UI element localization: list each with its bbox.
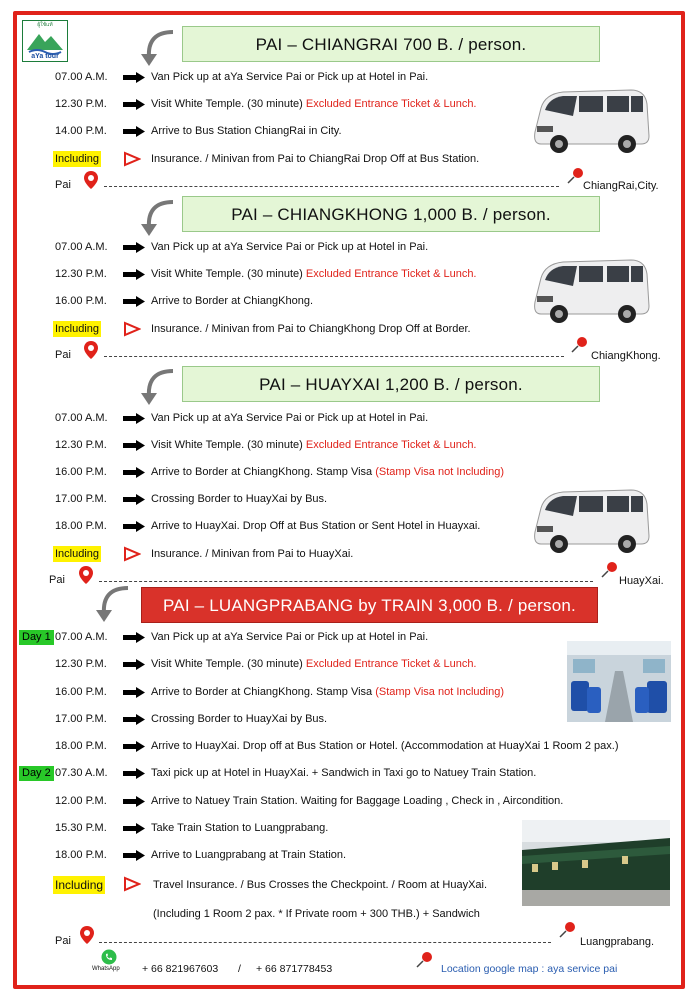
activity: Van Pick up at aYa Service Pai or Pick up at Hotel in Pai. (151, 631, 429, 643)
section2-header: PAI – CHIANGKHONG 1,000 B. / person. (182, 196, 600, 232)
minivan-image (527, 252, 651, 328)
route-from: Pai (55, 179, 71, 191)
logo-top-text: ผู้ใช้แท้ (37, 22, 53, 28)
activity: Arrive to Border at ChiangKhong. Stamp Visa (151, 686, 376, 698)
arrow-right-icon (123, 440, 145, 451)
arrow-right-icon (123, 823, 145, 834)
arrow-right-icon (123, 521, 145, 532)
excluded-note: Excluded Entrance Ticket & Lunch. (305, 98, 477, 110)
train-interior-photo (567, 641, 671, 722)
arrow-right-icon (123, 714, 145, 725)
time: 18.00 P.M. (55, 520, 107, 532)
activity: Visit White Temple. (30 minute) (151, 268, 306, 280)
day-badge: Day 2 (19, 766, 54, 781)
route-to: Luangprabang. (580, 936, 655, 948)
arrow-right-icon (123, 796, 145, 807)
route-line (104, 186, 559, 187)
time: 16.00 P.M. (55, 686, 107, 698)
time: 18.00 P.M. (55, 740, 107, 752)
activity: Arrive to Luangprabang at Train Station. (151, 849, 347, 861)
arrow-right-icon (123, 659, 145, 670)
including-label: Including (55, 153, 100, 165)
section3-header: PAI – HUAYXAI 1,200 B. / person. (182, 366, 600, 402)
minivan-image (527, 82, 651, 158)
excluded-note: Excluded Entrance Ticket & Lunch. (305, 268, 477, 280)
push-pin-icon (558, 921, 576, 939)
excluded-note: (Stamp Visa not Including) (375, 686, 505, 698)
route-from: Pai (55, 935, 71, 947)
arrow-right-icon (123, 687, 145, 698)
time: 12.30 P.M. (55, 98, 107, 110)
curved-arrow-icon (137, 28, 177, 68)
time: 12.30 P.M. (55, 439, 107, 451)
map-pin-icon (84, 171, 98, 189)
phone-1[interactable]: + 66 821967603 (142, 963, 219, 975)
arrow-right-icon (123, 72, 145, 83)
time: 07.00 A.M. (55, 241, 108, 253)
map-pin-icon (84, 341, 98, 359)
arrow-right-icon (123, 269, 145, 280)
push-pin-icon (570, 336, 588, 354)
route-to: ChiangRai,City. (583, 180, 659, 192)
time: 07.30 A.M. (55, 767, 108, 779)
route-from: Pai (55, 349, 71, 361)
arrow-right-icon (123, 413, 145, 424)
arrow-right-icon (123, 99, 145, 110)
including-label: Including (55, 548, 100, 560)
aya-tour-logo (22, 20, 68, 62)
arrow-right-icon (123, 741, 145, 752)
whatsapp-label: WhatsApp (92, 966, 120, 972)
curved-arrow-icon (137, 367, 177, 407)
arrow-right-icon (123, 768, 145, 779)
google-map-link[interactable]: Location google map : aya service pai (441, 963, 618, 975)
activity: Visit White Temple. (30 minute) (151, 98, 306, 110)
excluded-note: Excluded Entrance Ticket & Lunch. (305, 439, 477, 451)
mountain-icon (23, 26, 67, 56)
arrow-right-icon (123, 632, 145, 643)
time: 17.00 P.M. (55, 713, 107, 725)
including-text: Insurance. / Minivan from Pai to ChiangRai Drop Off at Bus Station. (151, 153, 480, 165)
activity: Visit White Temple. (30 minute) (151, 439, 306, 451)
arrow-right-icon (123, 242, 145, 253)
including-label: Including (55, 323, 100, 335)
time: 17.00 P.M. (55, 493, 107, 505)
arrow-right-icon (123, 850, 145, 861)
excluded-note: (Stamp Visa not Including) (375, 466, 505, 478)
time: 15.30 P.M. (55, 822, 107, 834)
minivan-image (527, 482, 651, 558)
push-pin-icon (415, 951, 433, 969)
section4-header: PAI – LUANGPRABANG by TRAIN 3,000 B. / person. (141, 587, 598, 623)
activity: Visit White Temple. (30 minute) (151, 658, 306, 670)
train-station-photo (522, 820, 670, 906)
time: 07.00 A.M. (55, 71, 108, 83)
activity: Van Pick up at aYa Service Pai or Pick up at Hotel in Pai. (151, 71, 429, 83)
phone-2[interactable]: + 66 871778453 (256, 963, 333, 975)
logo-name: aYa tour (31, 53, 59, 60)
time: 16.00 P.M. (55, 466, 107, 478)
curved-arrow-icon (92, 584, 132, 624)
including-text: Travel Insurance. / Bus Crosses the Checkpoint. / Room at HuayXai. (153, 879, 488, 891)
including-text: Insurance. / Minivan from Pai to ChiangKhong Drop Off at Border. (151, 323, 471, 335)
push-pin-icon (566, 167, 584, 185)
arrow-right-icon (123, 467, 145, 478)
route-line (99, 942, 551, 943)
arrow-right-icon (123, 126, 145, 137)
time: 12.30 P.M. (55, 268, 107, 280)
time: 07.00 A.M. (55, 412, 108, 424)
including-text: (Including 1 Room 2 pax. * If Private room + 300 THB.) + Sandwich (153, 908, 480, 920)
arrow-right-icon (123, 494, 145, 505)
including-text: Insurance. / Minivan from Pai to HuayXai. (151, 548, 354, 560)
activity: Arrive to Natuey Train Station. Waiting for Baggage Loading , Check in , Aircondition. (151, 795, 564, 807)
time: 14.00 P.M. (55, 125, 107, 137)
route-line (99, 581, 593, 582)
arrow-right-icon (123, 296, 145, 307)
activity: Arrive to Border at ChiangKhong. (151, 295, 314, 307)
day-badge: Day 1 (19, 630, 54, 645)
excluded-note: Excluded Entrance Ticket & Lunch. (305, 658, 477, 670)
activity: Arrive to HuayXai. Drop off at Bus Station or Hotel. (Accommodation at HuayXai 1 Room 2 pax.) (151, 740, 619, 752)
play-triangle-icon (123, 546, 141, 562)
time: 12.00 P.M. (55, 795, 107, 807)
map-pin-icon (79, 566, 93, 584)
phone-separator: / (238, 963, 241, 975)
activity: Van Pick up at aYa Service Pai or Pick up at Hotel in Pai. (151, 412, 429, 424)
activity: Arrive to Border at ChiangKhong. Stamp Visa (151, 466, 376, 478)
play-triangle-icon (123, 151, 141, 167)
time: 07.00 A.M. (55, 631, 108, 643)
activity: Take Train Station to Luangprabang. (151, 822, 329, 834)
play-triangle-icon (123, 876, 141, 892)
whatsapp-icon (101, 949, 117, 965)
curved-arrow-icon (137, 198, 177, 238)
time: 18.00 P.M. (55, 849, 107, 861)
activity: Arrive to HuayXai. Drop Off at Bus Station or Sent Hotel in Huayxai. (151, 520, 481, 532)
activity: Taxi pick up at Hotel in HuayXai. + Sandwich in Taxi go to Natuey Train Station. (151, 767, 537, 779)
push-pin-icon (600, 561, 618, 579)
activity: Crossing Border to HuayXai by Bus. (151, 493, 328, 505)
time: 12.30 P.M. (55, 658, 107, 670)
activity: Arrive to Bus Station ChiangRai in City. (151, 125, 342, 137)
route-line (104, 356, 564, 357)
route-to: HuayXai. (619, 575, 664, 587)
activity: Crossing Border to HuayXai by Bus. (151, 713, 328, 725)
play-triangle-icon (123, 321, 141, 337)
activity: Van Pick up at aYa Service Pai or Pick up at Hotel in Pai. (151, 241, 429, 253)
route-to: ChiangKhong. (591, 350, 661, 362)
map-pin-icon (80, 926, 94, 944)
route-from: Pai (49, 574, 65, 586)
section1-header: PAI – CHIANGRAI 700 B. / person. (182, 26, 600, 62)
time: 16.00 P.M. (55, 295, 107, 307)
including-label: Including (55, 878, 104, 892)
